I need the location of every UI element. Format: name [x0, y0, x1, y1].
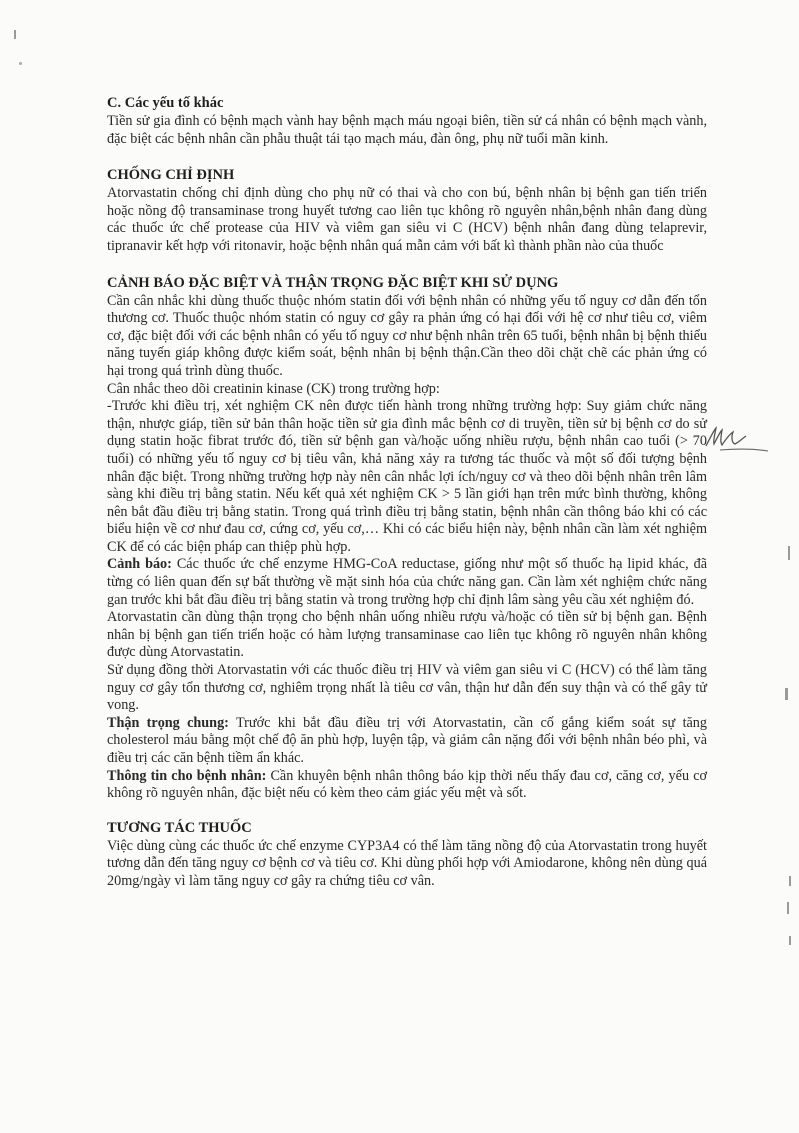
- scan-mark-right-1: [788, 546, 790, 560]
- warnings-paragraph-1: Cần cân nhắc khi dùng thuốc thuộc nhóm statin đối với bệnh nhân có những yếu tố nguy cơ dẫn đến tổn thương cơ. Thuốc thuộc nhóm statin có nguy cơ gây ra phản ứng có hại đối với hệ cơ như tiêu cơ, viêm cơ, đặc biệt đối với các bệnh nhân có yếu tố nguy cơ như bệnh nhân trên 65 tuổi, bệnh nhân bị bệnh thiểu năng tuyến giáp không được kiểm soát, bệnh nhân bị bệnh thận.Cần theo dõi chặt chẽ các phản ứng có hại trong quá trình dùng thuốc.: [107, 292, 707, 379]
- warning-text: Các thuốc ức chế enzyme HMG-CoA reductase, giống như một số thuốc hạ lipid khác, đã từng có liên quan đến sự bất thường về mặt sinh hóa của chức năng gan. Cần làm xét nghiệm chức năng gan trước khi bắt đầu điều trị bằng statin và trong trường hợp chỉ định lâm sàng yêu cầu xét nghiệm đó.: [107, 556, 707, 608]
- section-title-warnings: CẢNH BÁO ĐẶC BIỆT VÀ THẬN TRỌNG ĐẶC BIỆT KHI SỬ DỤNG: [107, 274, 559, 291]
- general-caution-label: Thận trọng chung:: [107, 714, 229, 731]
- warnings-paragraph-4: [107, 556, 707, 609]
- scan-mark-right-2: [785, 688, 788, 700]
- warnings-paragraph-6: Sử dụng đồng thời Atorvastatin với các thuốc điều trị HIV và viêm gan siêu vi C (HCV) có thể làm tăng nguy cơ gây tổn thương cơ, nghiêm trọng nhất là tiêu cơ vân, thận hư dẫn đến suy thận và có thể gây tử vong.: [107, 662, 707, 714]
- interactions-text: Việc dùng cùng các thuốc ức chế enzyme CYP3A4 có thể làm tăng nồng độ của Atorvastatin trong huyết tương dẫn đến tăng nguy cơ bệnh cơ và tiêu cơ. Khi dùng phối hợp với Amiodarone, không nên dùng quá 20mg/ngày vì làm tăng nguy cơ gây ra chứng tiêu cơ vân.: [107, 837, 707, 889]
- patient-info-text: Cần khuyên bệnh nhân thông báo kịp thời nếu thấy đau cơ, căng cơ, yếu cơ không rõ nguyên nhân, đặc biệt nếu có kèm theo cảm giác yếu mệt và sốt.: [107, 767, 707, 802]
- warnings-paragraph-7: [107, 715, 707, 768]
- warning-label: Cảnh báo:: [107, 556, 172, 573]
- scan-dot: [19, 62, 22, 65]
- scan-mark-right-3: [789, 876, 791, 886]
- scan-mark-right-4: [787, 902, 789, 914]
- section-title-other-factors: C. Các yếu tố khác: [107, 95, 224, 111]
- other-factors-text: Tiền sử gia đình có bệnh mạch vành hay bệnh mạch máu ngoại biên, tiền sử cá nhân có bệnh mạch vành, đặc biệt các bệnh nhân cần phẫu thuật tái tạo mạch máu, đàn ông, phụ nữ tuổi mãn kinh.: [107, 113, 707, 147]
- warnings-paragraph-3: -Trước khi điều trị, xét nghiệm CK nên được tiến hành trong những trường hợp: Suy giảm chức năng thận, nhược giáp, tiền sử bản thân hoặc tiền sử gia đình mắc bệnh cơ di truyền, tiền sử bị bệnh cơ do sử dụng statin hoặc fibrat trước đó, tiền sử bệnh gan và/hoặc uống nhiều rượu, bệnh nhân cao tuổi (> 70 tuổi) có những yếu tố nguy cơ bị tiêu vân, khả năng xảy ra tương tác thuốc và một số đối tượng bệnh nhân đặc biệt. Trong những trường hợp này nên cân nhắc lợi ích/nguy cơ và theo dõi bệnh nhân trên lâm sàng khi điều trị bằng statin. Nếu kết quả xét nghiệm CK > 5 lần giới hạn trên mức bình thường, không nên bắt đầu điều trị bằng statin. Trong quá trình điều trị bằng statin, bệnh nhân cần thông báo khi có các biểu hiện về cơ như đau cơ, cứng cơ, yếu cơ,… Khi có các biểu hiện này, bệnh nhân cần làm xét nghiệm CK để có các biện pháp can thiệp phù hợp.: [107, 398, 707, 555]
- section-title-contraindications: CHỐNG CHỈ ĐỊNH: [107, 167, 235, 184]
- scan-mark-right-5: [789, 936, 791, 945]
- warnings-paragraph-8: [107, 768, 707, 803]
- patient-info-label: Thông tin cho bệnh nhân:: [107, 767, 267, 784]
- document-body: [107, 94, 707, 891]
- scan-mark-top-left: [14, 30, 16, 39]
- general-caution-text: Trước khi bắt đầu điều trị với Atorvastatin, cần cố gắng kiểm soát sự tăng cholesterol máu bằng một chế độ ăn phù hợp, luyện tập, và giảm cân nặng đối với bệnh nhân béo phì, và điều trị các căn bệnh tiềm ẩn khác.: [107, 714, 707, 766]
- contraindications-text: Atorvastatin chống chỉ định dùng cho phụ nữ có thai và cho con bú, bệnh nhân bị bệnh gan tiến triển hoặc nồng độ transaminase trong huyết tương cao liên tục không rõ nguyên nhân,bệnh nhân đang dùng các thuốc ức chế protease của HIV và viêm gan siêu vi C (HCV) bệnh nhân đang dùng telaprevir, tipranavir kết hợp với ritonavir, hoặc bệnh nhân quá mẫn cảm với bất kì thành phần nào của thuốc: [107, 185, 707, 254]
- warnings-paragraph-5: Atorvastatin cần dùng thận trọng cho bệnh nhân uống nhiều rượu và/hoặc có tiền sử bị bệnh gan. Bệnh nhân bị bệnh gan tiến triển hoặc có hàm lượng transaminase cao liên tục không rõ nguyên nhân không được dùng Atorvastatin.: [107, 609, 707, 661]
- warnings-paragraph-2: Cân nhắc theo dõi creatinin kinase (CK) trong trường hợp:: [107, 380, 440, 397]
- section-title-interactions: TƯƠNG TÁC THUỐC: [107, 819, 252, 836]
- handwritten-signature: [702, 420, 770, 460]
